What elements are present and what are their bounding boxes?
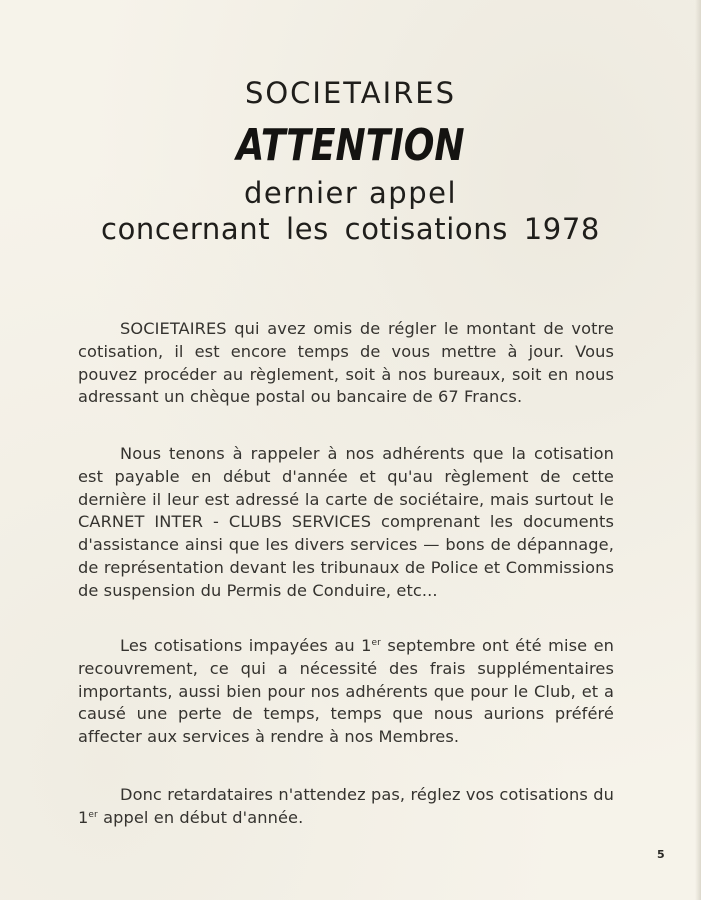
page-number: 5: [657, 848, 665, 861]
paragraph-3: [78, 635, 614, 749]
paragraph-2-text: Nous tenons à rappeler à nos adhérents que la cotisation est payable en début d'année et qu'au règlement de cette dernière il leur est adressé la carte de sociétaire, mais surtout le CARNET INTER - CLUBS SERVICES comprenant les documents d'assistance ainsi que les divers services — bons de dépannage, de représentation devant les tribunaux de Police et Commissions de suspension du Permis de Conduire, etc...: [78, 444, 614, 600]
paragraph-3-end: septembre ont été mise en recouvrement, ce qui a nécessité des frais supplémentaires importants, aussi bien pour nos adhérents que pour le Club, et a causé une perte de temps, temps que nous aurions préféré affecter aux services à rendre à nos Membres.: [78, 636, 615, 747]
title-concernant-cotisations: concernant les cotisations 1978: [101, 212, 600, 246]
title-societaires: SOCIETAIRES: [244, 76, 457, 110]
title-attention: ATTENTION: [236, 120, 465, 171]
paragraph-1-text: SOCIETAIRES qui avez omis de régler le montant de votre cotisation, il est encore temps de vous mettre à jour. Vous pouvez procéder au règlement, soit à nos bureaux, soit en nous adressant un chèque postal ou bancaire de 67 Francs.: [78, 319, 614, 407]
paragraph-4-end: appel en début d'année.: [97, 807, 304, 827]
page-edge: [695, 0, 701, 900]
paragraph-1: [78, 318, 614, 409]
paragraph-4-superscript: er: [88, 809, 98, 820]
paragraph-3-start: Les cotisations impayées au 1: [120, 636, 372, 655]
paragraph-4: [78, 784, 614, 830]
paragraph-4-start: Donc retardataires n'attendez pas, réglez vos cotisations du 1: [78, 785, 614, 827]
paragraph-2: [78, 443, 614, 603]
title-dernier-appel: dernier appel: [243, 176, 458, 210]
paragraph-3-superscript: er: [371, 638, 381, 648]
